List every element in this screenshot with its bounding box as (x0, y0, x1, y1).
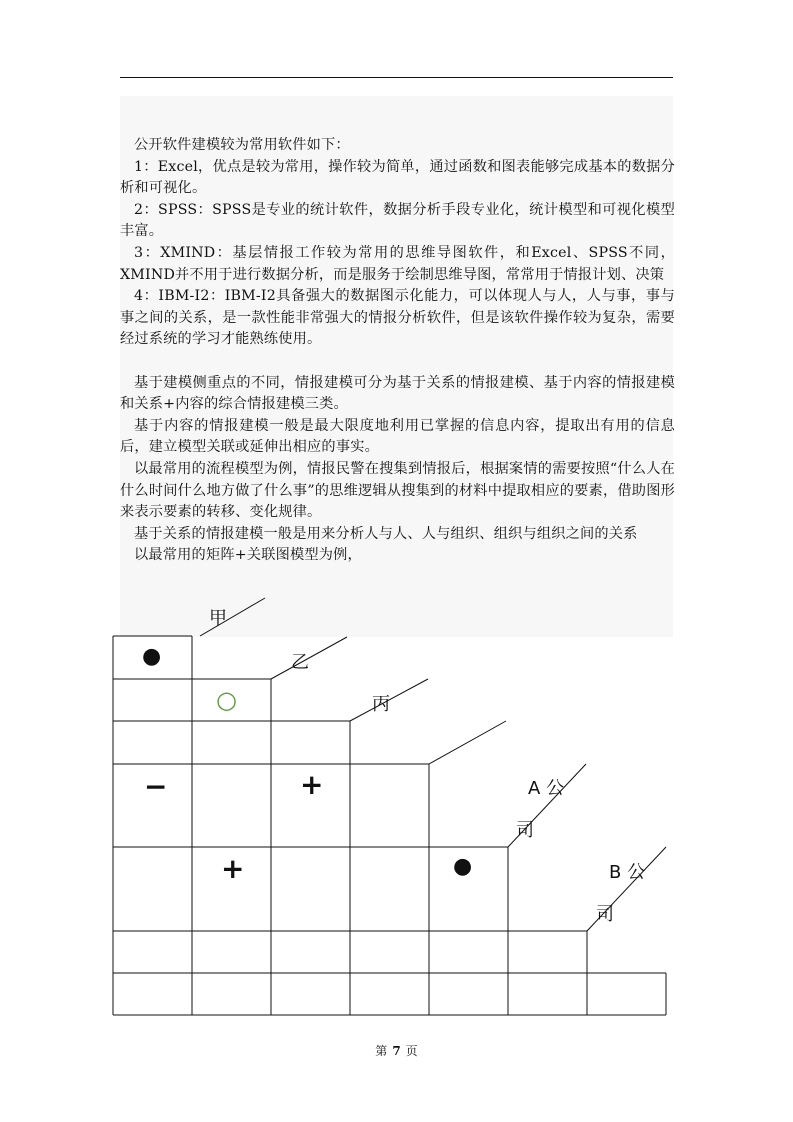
label-company-b-line1: B 公 (609, 862, 646, 883)
paragraph: 2：SPSS：SPSS是专业的统计软件，数据分析手段专业化，统计模型和可视化模型丰富。 (120, 201, 675, 240)
label-company-a-line2: 司 (516, 820, 534, 841)
filled-dot-icon: ● (453, 854, 473, 879)
paragraph: 基于关系的情报建模一般是用来分析人与人、人与组织、组织与组织之间的关系 (134, 525, 638, 542)
paragraph: 1：Excel，优点是较为常用，操作较为简单，通过函数和图表能够完成基本的数据分析和可视化。 (120, 158, 675, 197)
label-company-b-line2: 司 (596, 904, 614, 925)
footer-suffix: 页 (405, 1044, 418, 1058)
paragraph: 基于内容的情报建模一般是最大限度地利用已掌握的信息内容，提取出有用的信息后，建立模型关联或延伸出相应的事实。 (120, 417, 675, 456)
paragraph: 以最常用的流程模型为例，情报民警在搜集到情报后，根据案情的需要按照“什么人在什么时间什么地方做了什么事”的思维逻辑从搜集到的材料中提取相应的要素，借助图形来表示要素的转移、变化规律。 (120, 460, 675, 521)
label-jia: 甲 (209, 608, 227, 629)
label-yi: 乙 (291, 652, 309, 673)
plus-icon: + (221, 852, 245, 885)
label-company-a-line1: A 公 (528, 778, 565, 799)
paragraph: 以最常用的矩阵+关联图模型为例， (134, 547, 362, 564)
page-footer (0, 1042, 793, 1059)
minus-icon: − (144, 770, 168, 803)
open-circle-icon: ○ (216, 686, 237, 714)
page-number: 7 (392, 1044, 401, 1058)
footer-prefix: 第 (375, 1044, 388, 1058)
paragraph: 3：XMIND：基层情报工作较为常用的思维导图软件，和Excel、SPSS不同，XMIND并不用于进行数据分析，而是服务于绘制思维导图，常常用于情报计划、决策 (120, 244, 675, 283)
paragraph: 基于建模侧重点的不同，情报建模可分为基于关系的情报建模、基于内容的情报建模和关系+内容的综合情报建模三类。 (120, 374, 675, 413)
label-bing: 丙 (372, 694, 390, 715)
plus-icon: + (300, 768, 324, 801)
paragraph: 公开软件建模较为常用软件如下： (134, 137, 350, 153)
filled-dot-icon: ● (142, 644, 162, 669)
paragraph: 4：IBM-I2：IBM-I2具备强大的数据图示化能力，可以体现人与人，人与事，事与事之间的关系，是一款性能非常强大的情报分析软件，但是该软件操作较为复杂，需要经过系统的学习才能熟练使用。 (120, 288, 675, 348)
